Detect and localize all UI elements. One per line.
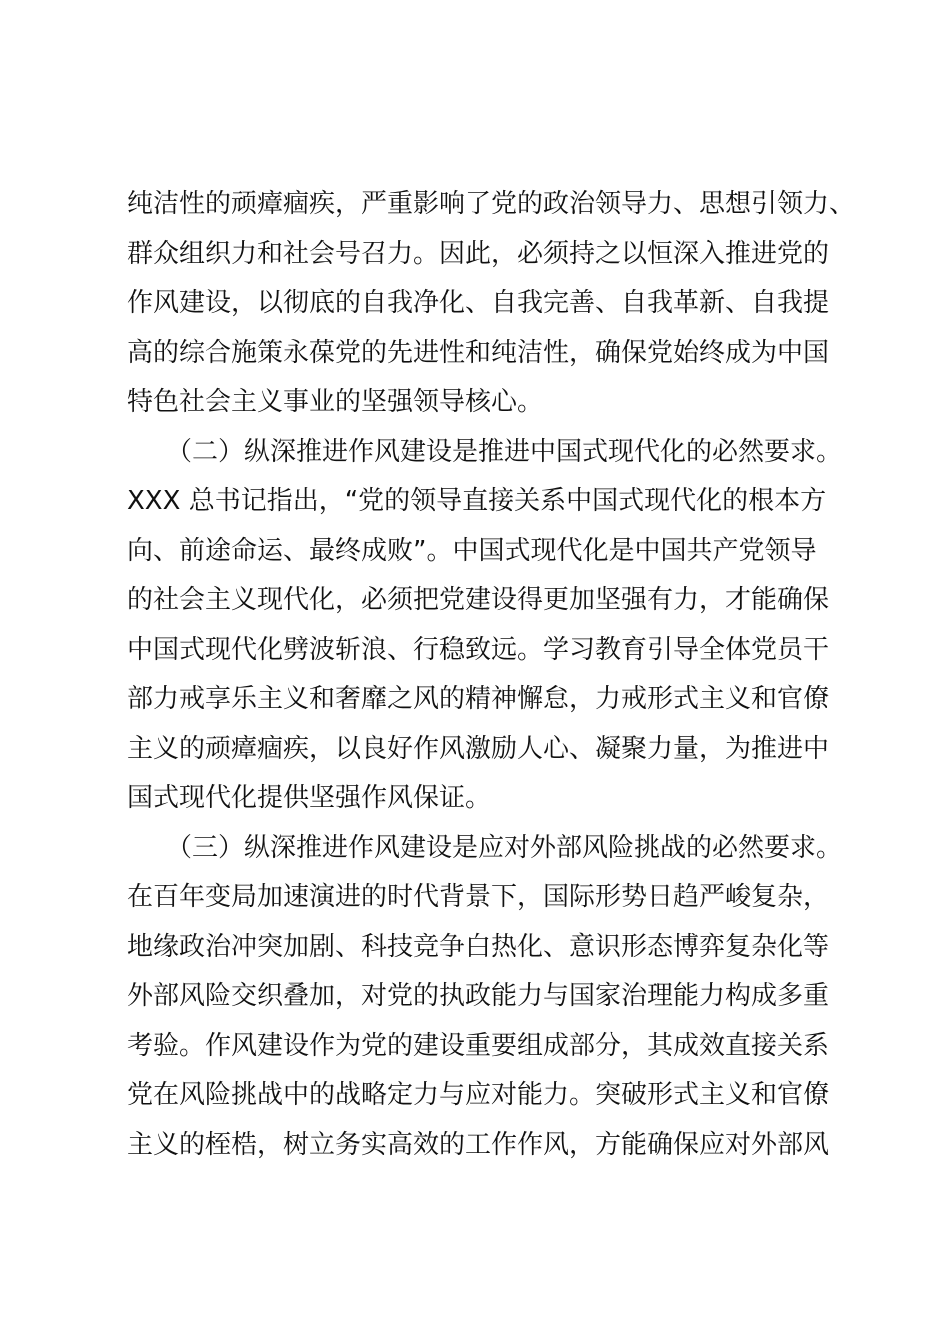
text-line-16: 地缘政治冲突加剧、科技竞争白热化、意识形态博弈复杂化等 (127, 931, 830, 962)
text-line-17: 外部风险交织叠加，对党的执政能力与国家治理能力构成多重 (127, 981, 830, 1011)
body-text (127, 180, 856, 1170)
text-line-13: 国式现代化提供坚强作风保证。 (127, 783, 492, 813)
text-line-11: 部力戒享乐主义和奢靡之风的精神懈怠，力戒形式主义和官僚 (127, 684, 830, 714)
text-line-12: 主义的顽瘴痼疾，以良好作风激励人心、凝聚力量，为推进中 (127, 733, 830, 764)
text-line-5: 特色社会主义事业的坚强领导核心。 (127, 387, 544, 417)
text-line-4: 高的综合施策永葆党的先进性和纯洁性，确保党始终成为中国 (127, 337, 830, 368)
text-line-3: 作风建设，以彻底的自我净化、自我完善、自我革新、自我提 (127, 288, 830, 318)
text-line-2: 群众组织力和社会号召力。因此，必须持之以恒深入推进党的 (127, 238, 830, 269)
text-line-20: 主义的桎梏，树立务实高效的工作作风，方能确保应对外部风 (127, 1129, 830, 1160)
text-line-9: 的社会主义现代化，必须把党建设得更加坚强有力，才能确保 (127, 585, 830, 615)
text-line-8: 向、前途命运、最终成败”。中国式现代化是中国共产党领导 (127, 535, 817, 566)
text-line-18: 考验。作风建设作为党的建设重要组成部分，其成效直接关系 (127, 1030, 830, 1061)
section-heading-3: （三）纵深推进作风建设是应对外部风险挑战的必然要求。 (127, 832, 843, 863)
text-line-7: XXX 总书记指出，“党的领导直接关系中国式现代化的根本方 (127, 486, 827, 516)
text-line-15: 在百年变局加速演进的时代背景下，国际形势日趋严峻复杂， (127, 882, 830, 912)
text-line-10: 中国式现代化劈波斩浪、行稳致远。学习教育引导全体党员干 (127, 634, 830, 665)
text-line-19: 党在风险挑战中的战略定力与应对能力。突破形式主义和官僚 (127, 1080, 830, 1110)
text-line-1: 纯洁性的顽瘴痼疾，严重影响了党的政治领导力、思想引领力、 (127, 189, 856, 219)
section-heading-2: （二）纵深推进作风建设是推进中国式现代化的必然要求。 (127, 436, 843, 467)
